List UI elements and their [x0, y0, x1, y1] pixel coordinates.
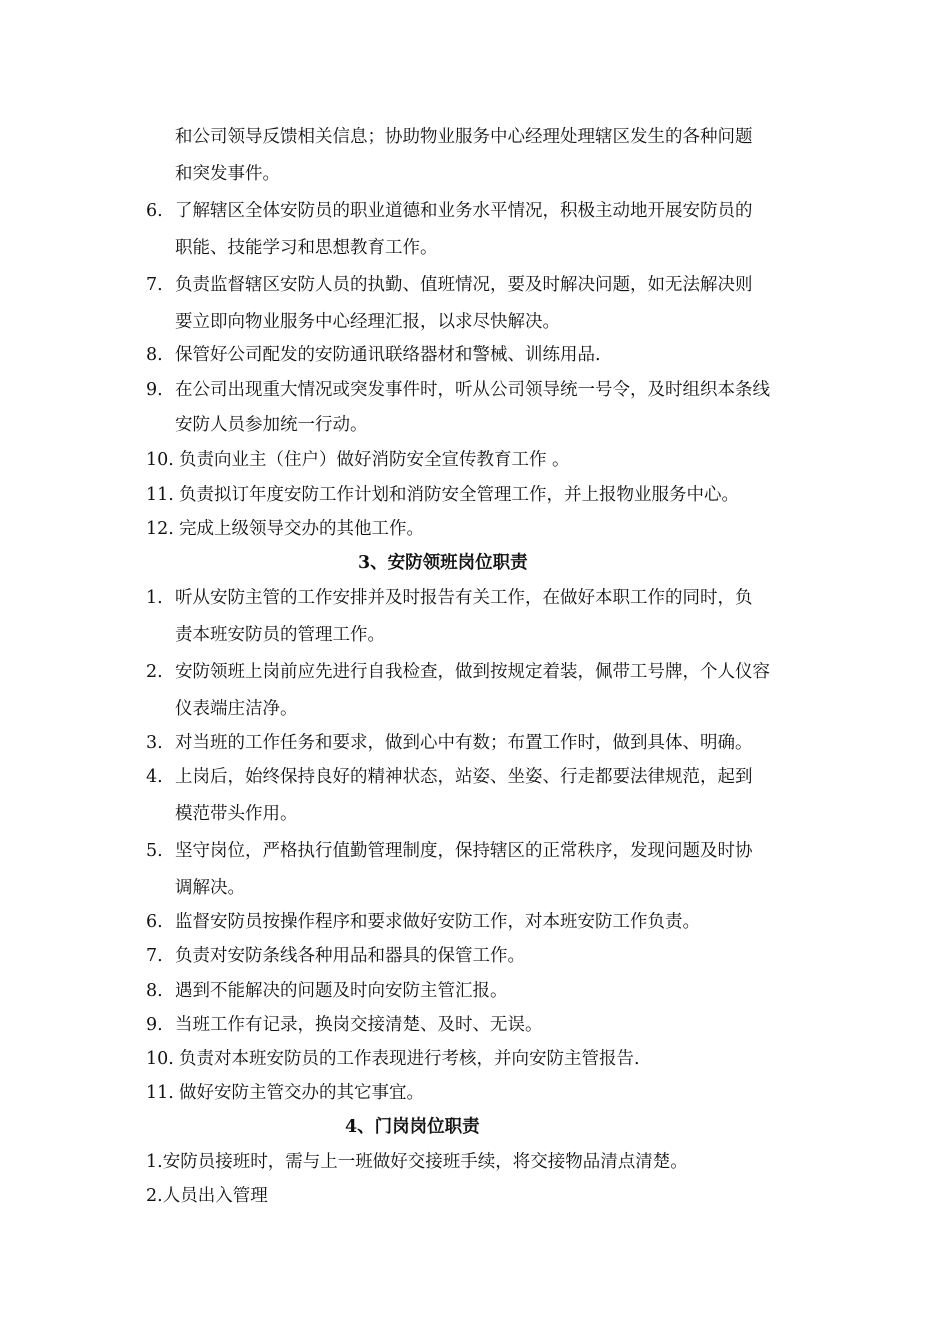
list-item	[146, 979, 508, 1003]
list-item-continuation: 要立即向物业服务中心经理汇报，以求尽快解决。	[175, 312, 560, 332]
list-item	[146, 1047, 640, 1071]
section-heading: 3、安防领班岗位职责	[358, 553, 528, 573]
list-item-number: 11.	[146, 1083, 174, 1103]
list-item-continuation: 仪表端庄洁净。	[175, 699, 298, 719]
list-item-number: 8.	[146, 981, 163, 1001]
list-item-number: 10.	[146, 450, 174, 470]
paragraph-line: 和突发事件。	[175, 164, 280, 184]
list-item-number: 11.	[146, 485, 174, 505]
list-item-continuation: 调解决。	[175, 878, 245, 898]
list-item	[146, 1013, 543, 1037]
list-item: 1.安防员接班时，需与上一班做好交接班手续，将交接物品清点清楚。	[146, 1152, 688, 1172]
list-item	[146, 660, 770, 684]
list-item	[146, 1081, 424, 1105]
list-item	[146, 586, 753, 610]
list-item-number: 9.	[146, 380, 163, 400]
list-item-number: 12.	[146, 519, 174, 539]
list-item-text: 对当班的工作任务和要求，做到心中有数；布置工作时，做到具体、明确。	[175, 733, 753, 753]
list-item	[146, 517, 424, 541]
list-item-number: 7.	[146, 275, 163, 295]
list-item-continuation: 安防人员参加统一行动。	[175, 415, 368, 435]
list-item	[146, 448, 570, 472]
list-item-text: 保管好公司配发的安防通讯联络器材和警械、训练用品.	[175, 345, 601, 365]
list-item-text: 安防领班上岗前应先进行自我检查，做到按规定着装，佩带工号牌，个人仪容	[175, 662, 770, 682]
list-item-number: 6.	[146, 201, 163, 221]
list-item-text: 坚守岗位，严格执行值勤管理制度，保持辖区的正常秩序，发现问题及时协	[175, 841, 753, 861]
list-item-number: 6.	[146, 912, 163, 932]
list-item	[146, 343, 601, 367]
list-item-text: 完成上级领导交办的其他工作。	[179, 519, 424, 539]
section-heading: 4、门岗岗位职责	[345, 1117, 480, 1137]
list-item	[146, 910, 700, 934]
list-item-number: 3.	[146, 733, 163, 753]
list-item-text: 监督安防员按操作程序和要求做好安防工作，对本班安防工作负责。	[175, 912, 700, 932]
list-item	[146, 731, 753, 755]
list-item-text: 负责对本班安防员的工作表现进行考核，并向安防主管报告.	[179, 1049, 640, 1069]
list-item-text: 上岗后，始终保持良好的精神状态，站姿、坐姿、行走都要法律规范，起到	[175, 767, 753, 787]
paragraph-line: 和公司领导反馈相关信息；协助物业服务中心经理处理辖区发生的各种问题	[175, 127, 753, 147]
list-item-text: 负责对安防条线各种用品和器具的保管工作。	[175, 946, 525, 966]
list-item-number: 9.	[146, 1015, 163, 1035]
list-item	[146, 378, 770, 402]
list-item-number: 10.	[146, 1049, 174, 1069]
list-item-number: 2.	[146, 662, 163, 682]
list-item-text: 听从安防主管的工作安排并及时报告有关工作，在做好本职工作的同时，负	[175, 588, 753, 608]
list-item	[146, 839, 753, 863]
list-item-number: 7.	[146, 946, 163, 966]
list-item-text: 了解辖区全体安防员的职业道德和业务水平情况，积极主动地开展安防员的	[175, 201, 753, 221]
list-item: 2.人员出入管理	[146, 1186, 268, 1206]
list-item	[146, 765, 753, 789]
list-item-text: 在公司出现重大情况或突发事件时，听从公司领导统一号令，及时组织本条线	[175, 380, 770, 400]
list-item	[146, 944, 525, 968]
list-item-text: 遇到不能解决的问题及时向安防主管汇报。	[175, 981, 508, 1001]
list-item-text: 做好安防主管交办的其它事宜。	[179, 1083, 424, 1103]
list-item-text: 负责向业主（住户）做好消防安全宣传教育工作 。	[179, 450, 570, 470]
list-item-continuation: 模范带头作用。	[175, 804, 298, 824]
list-item-text: 负责拟订年度安防工作计划和消防安全管理工作，并上报物业服务中心。	[179, 485, 739, 505]
list-item-text: 当班工作有记录，换岗交接清楚、及时、无误。	[175, 1015, 543, 1035]
list-item-continuation: 职能、技能学习和思想教育工作。	[175, 238, 438, 258]
list-item	[146, 199, 753, 223]
list-item-number: 4.	[146, 767, 163, 787]
list-item	[146, 273, 753, 297]
list-item-number: 5.	[146, 841, 163, 861]
list-item	[146, 483, 739, 507]
list-item-text: 负责监督辖区安防人员的执勤、值班情况，要及时解决问题，如无法解决则	[175, 275, 753, 295]
list-item-number: 1.	[146, 588, 163, 608]
list-item-number: 8.	[146, 345, 163, 365]
list-item-continuation: 责本班安防员的管理工作。	[175, 625, 385, 645]
